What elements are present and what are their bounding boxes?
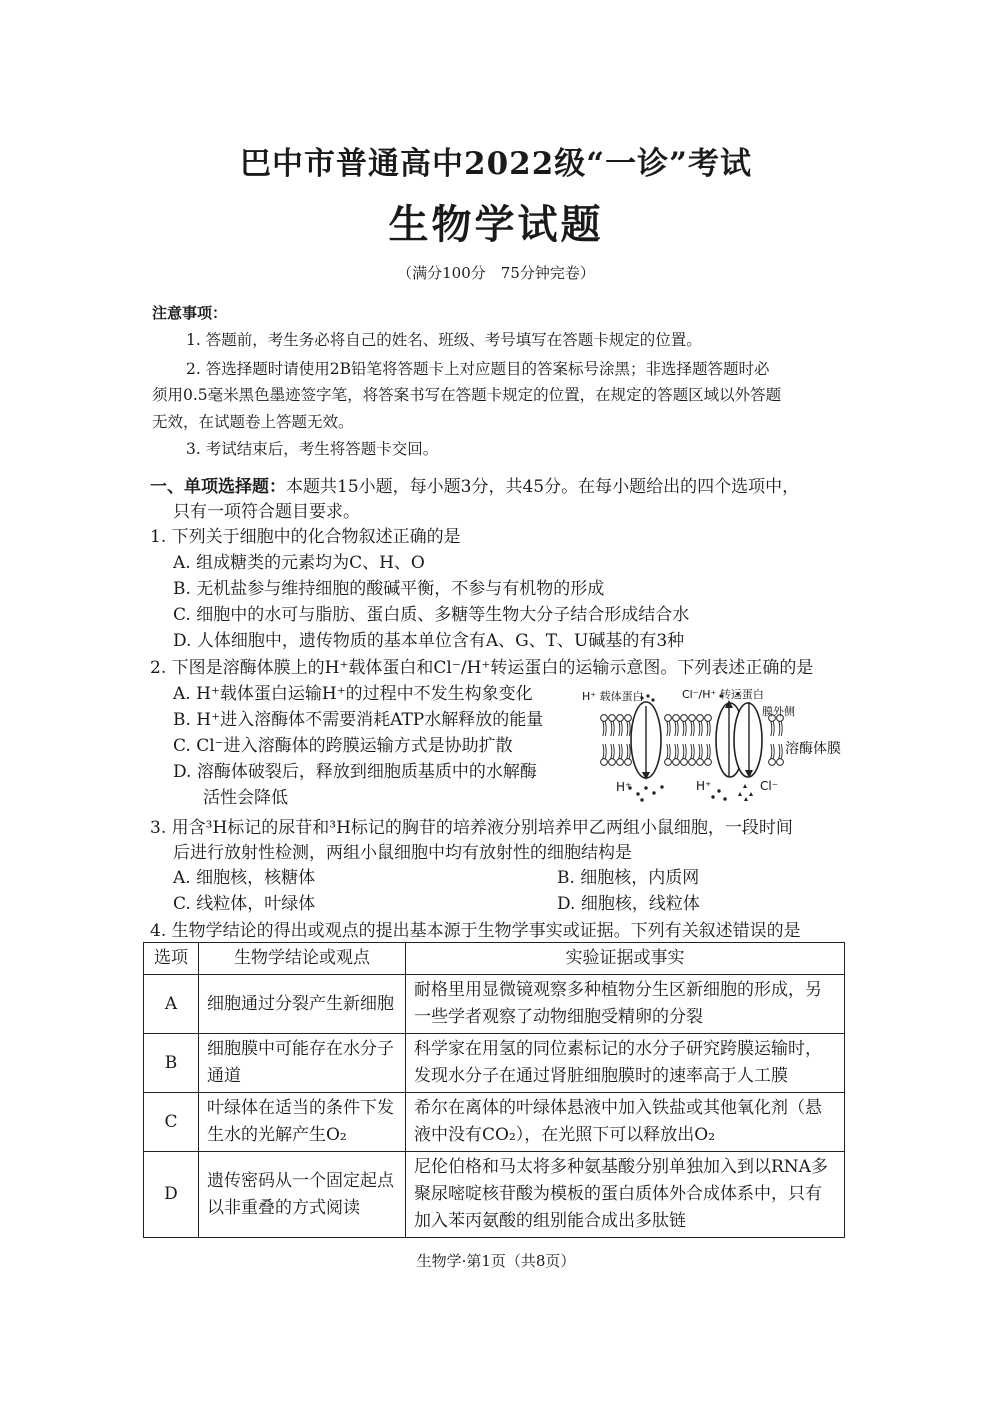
lipid-tail bbox=[691, 721, 692, 736]
lipid-head bbox=[617, 759, 624, 766]
evidence-line: 发现水分子在通过肾脏细胞膜时的速率高于人工膜 bbox=[414, 1066, 788, 1086]
row-evidence bbox=[406, 1152, 845, 1238]
table-row bbox=[144, 1152, 845, 1238]
lipid-head bbox=[673, 759, 680, 766]
lipid-head bbox=[705, 715, 712, 722]
exam-subtitle: 生物学试题 bbox=[388, 201, 604, 248]
lipid-tail bbox=[685, 744, 686, 759]
lipid-tail bbox=[675, 721, 676, 736]
evidence-line: 加入苯丙氨酸的组别能合成出多肽链 bbox=[414, 1211, 686, 1231]
lipid-tail bbox=[707, 721, 708, 736]
lipid-tail bbox=[781, 721, 782, 736]
lipid-tail bbox=[677, 721, 678, 736]
lipid-tail bbox=[667, 744, 668, 759]
lipid-tail bbox=[611, 721, 612, 736]
notes-item-2-line-2: 须用0.5毫米黑色墨迹签字笔，将答案书写在答题卡规定的位置，在规定的答题区域以外答题 bbox=[152, 386, 782, 404]
q2-option-d-line-2: 活性会降低 bbox=[203, 788, 288, 808]
lipid-head bbox=[697, 715, 704, 722]
lipid-tail bbox=[779, 721, 780, 736]
row-conclusion bbox=[199, 975, 406, 1034]
lipid-head bbox=[689, 715, 696, 722]
lipid-head bbox=[673, 715, 680, 722]
conclusion-line: 细胞通过分裂产生新细胞 bbox=[207, 993, 394, 1014]
evidence-line: 希尔在离体的叶绿体悬液中加入铁盐或其他氧化剂（悬 bbox=[414, 1098, 822, 1118]
lipid-tail bbox=[613, 721, 614, 736]
lipid-head bbox=[625, 759, 632, 766]
h-carrier-protein bbox=[631, 694, 661, 780]
evidence-line: 耐格里用显微镜观察多种植物分生区新细胞的形成，另 bbox=[414, 980, 822, 1000]
section-1-line-2: 只有一项符合题目要求。 bbox=[173, 502, 360, 522]
conclusion-line: 生水的光解产生O₂ bbox=[207, 1125, 347, 1145]
section-1-desc: 本题共15小题，每小题3分，共45分。在每小题给出的四个选项中， bbox=[286, 477, 800, 497]
q1-option-b: B. 无机盐参与维持细胞的酸碱平衡，不参与有机物的形成 bbox=[173, 579, 605, 599]
lipid-tail bbox=[605, 721, 606, 736]
lipid-tail bbox=[603, 744, 604, 759]
lipid-tail bbox=[627, 721, 628, 736]
lipid-tail bbox=[621, 744, 622, 759]
lipid-head bbox=[681, 759, 688, 766]
label-carrier-protein: H⁺ 载体蛋白 bbox=[582, 690, 644, 703]
lipid-head bbox=[609, 759, 616, 766]
lipid-tail bbox=[675, 744, 676, 759]
lipid-tail bbox=[611, 744, 612, 759]
lipid-tail bbox=[699, 721, 700, 736]
score-info: （满分100分 75分钟完卷） bbox=[397, 264, 595, 282]
lipid-tail bbox=[771, 744, 772, 759]
section-1-label: 一、单项选择题： bbox=[150, 477, 286, 497]
lipid-head bbox=[769, 759, 776, 766]
conclusion-line: 通道 bbox=[207, 1066, 241, 1086]
header-evidence: 实验证据或事实 bbox=[406, 943, 845, 975]
exam-title: 巴中市普通高中2022级“一诊”考试 bbox=[240, 146, 752, 182]
lipid-head bbox=[777, 759, 784, 766]
lipid-tail bbox=[691, 744, 692, 759]
page-footer: 生物学·第1页（共8页） bbox=[416, 1252, 576, 1270]
evidence-line: 聚尿嘧啶核苷酸为模板的蛋白质体外合成体系中，只有 bbox=[414, 1184, 822, 1204]
lipid-head bbox=[665, 715, 672, 722]
lipid-tail bbox=[603, 721, 604, 736]
row-conclusion bbox=[199, 1093, 406, 1152]
lipid-tail bbox=[621, 721, 622, 736]
row-evidence bbox=[406, 975, 845, 1034]
lipid-tail bbox=[709, 744, 710, 759]
q4-table bbox=[143, 942, 845, 1238]
lipid-tail bbox=[781, 744, 782, 759]
q2-option-b: B. H⁺进入溶酶体不需要消耗ATP水解释放的能量 bbox=[173, 710, 544, 730]
lipid-tail bbox=[667, 721, 668, 736]
lipid-head bbox=[665, 759, 672, 766]
label-h-right: H⁺ bbox=[696, 779, 712, 793]
lipid-tail bbox=[627, 744, 628, 759]
row-option: C bbox=[144, 1093, 199, 1152]
lipid-head bbox=[697, 759, 704, 766]
label-lysosome-membrane: 溶酶体膜 bbox=[785, 741, 841, 757]
row-option: A bbox=[144, 975, 199, 1034]
lipid-tail bbox=[699, 744, 700, 759]
notes-heading: 注意事项： bbox=[152, 304, 228, 322]
lysosome-membrane-figure bbox=[578, 684, 853, 806]
table-row bbox=[144, 1034, 845, 1093]
conclusion-line: 叶绿体在适当的条件下发 bbox=[207, 1098, 394, 1118]
section-1-line-1 bbox=[150, 474, 799, 500]
lipid-tail bbox=[693, 744, 694, 759]
table-row bbox=[144, 1093, 845, 1152]
conclusion-line: 细胞膜中可能存在水分子 bbox=[207, 1039, 394, 1059]
row-conclusion bbox=[199, 1034, 406, 1093]
lipid-tail bbox=[629, 721, 630, 736]
lipid-tail bbox=[677, 744, 678, 759]
label-h-left: H⁺ bbox=[616, 780, 632, 794]
row-evidence bbox=[406, 1034, 845, 1093]
header-option: 选项 bbox=[144, 943, 199, 975]
notes-item-2-line-3: 无效，在试题卷上答题无效。 bbox=[152, 413, 354, 431]
lipid-tail bbox=[613, 744, 614, 759]
conclusion-line: 遗传密码从一个固定起点 bbox=[207, 1170, 394, 1191]
q3-option-b: B. 细胞核，内质网 bbox=[557, 868, 700, 888]
lipid-tail bbox=[683, 721, 684, 736]
evidence-line: 科学家在用氢的同位素标记的水分子研究跨膜运输时， bbox=[414, 1039, 822, 1059]
q2-option-d-line-1: D. 溶酶体破裂后，释放到细胞质基质中的水解酶 bbox=[173, 762, 537, 782]
lipid-tail bbox=[701, 721, 702, 736]
notes-item-1: 1. 答题前，考生务必将自己的姓名、班级、考号填写在答题卡规定的位置。 bbox=[186, 331, 702, 349]
lipid-tail bbox=[685, 721, 686, 736]
q1-option-d: D. 人体细胞中，遗传物质的基本单位含有A、G、T、U碱基的有3种 bbox=[173, 631, 685, 651]
lipid-head bbox=[681, 715, 688, 722]
lipid-head bbox=[689, 759, 696, 766]
lipid-head bbox=[617, 715, 624, 722]
row-option: B bbox=[144, 1034, 199, 1093]
lipid-tail bbox=[773, 721, 774, 736]
lipid-tail bbox=[771, 721, 772, 736]
q1-option-a: A. 组成糖类的元素均为C、H、O bbox=[173, 553, 425, 573]
q3-option-d: D. 细胞核，线粒体 bbox=[557, 894, 700, 914]
q2-stem: 2. 下图是溶酶体膜上的H⁺载体蛋白和Cl⁻/H⁺转运蛋白的运输示意图。下列表述正确的是 bbox=[150, 658, 814, 678]
q3-stem-line-2: 后进行放射性检测，两组小鼠细胞中均有放射性的细胞结构是 bbox=[173, 843, 632, 863]
notes-item-3: 3. 考试结束后，考生将答题卡交回。 bbox=[186, 440, 439, 458]
q3-option-a: A. 细胞核，核糖体 bbox=[173, 868, 316, 888]
lipid-head bbox=[609, 715, 616, 722]
evidence-line: 一些学者观察了动物细胞受精卵的分裂 bbox=[414, 1007, 703, 1027]
lipid-head bbox=[705, 759, 712, 766]
lipid-head bbox=[601, 715, 608, 722]
lipid-tail bbox=[779, 744, 780, 759]
q3-option-c: C. 线粒体，叶绿体 bbox=[173, 894, 316, 914]
lipid-tail bbox=[701, 744, 702, 759]
lipid-head bbox=[601, 759, 608, 766]
cl-h-transporter-protein bbox=[716, 692, 762, 778]
evidence-line: 液中没有CO₂），在光照下可以释放出O₂ bbox=[414, 1125, 716, 1145]
header-conclusion: 生物学结论或观点 bbox=[199, 943, 406, 975]
row-conclusion bbox=[199, 1152, 406, 1238]
lipid-tail bbox=[605, 744, 606, 759]
evidence-line: 尼伦伯格和马太将多种氨基酸分别单独加入到以RNA多 bbox=[414, 1157, 828, 1177]
row-evidence bbox=[406, 1093, 845, 1152]
lipid-tail bbox=[773, 744, 774, 759]
conclusion-line: 以非重叠的方式阅读 bbox=[207, 1197, 360, 1218]
lipid-tail bbox=[709, 721, 710, 736]
q1-stem: 1. 下列关于细胞中的化合物叙述正确的是 bbox=[150, 527, 461, 547]
q1-option-c: C. 细胞中的水可与脂肪、蛋白质、多糖等生物大分子结合形成结合水 bbox=[173, 605, 690, 625]
lipid-tail bbox=[629, 744, 630, 759]
label-transporter-protein: Cl⁻/H⁺ 转运蛋白 bbox=[682, 688, 764, 701]
q2-option-a: A. H⁺载体蛋白运输H⁺的过程中不发生构象变化 bbox=[173, 684, 533, 704]
label-outside: 膜外侧 bbox=[762, 705, 795, 718]
notes-item-2-line-1: 2. 答选择题时请使用2B铅笔将答题卡上对应题目的答案标号涂黑；非选择题答题时必 bbox=[186, 360, 770, 378]
q2-option-c: C. Cl⁻进入溶酶体的跨膜运输方式是协助扩散 bbox=[173, 736, 513, 756]
molecule-dots bbox=[628, 784, 753, 802]
row-option: D bbox=[144, 1152, 199, 1238]
lipid-tail bbox=[619, 744, 620, 759]
lipid-tail bbox=[683, 744, 684, 759]
q4-stem: 4. 生物学结论的得出或观点的提出基本源于生物学事实或证据。下列有关叙述错误的是 bbox=[150, 921, 801, 941]
table-header-row bbox=[144, 943, 845, 975]
lipid-tail bbox=[693, 721, 694, 736]
lipid-head bbox=[625, 715, 632, 722]
q3-stem-line-1: 3. 用含³H标记的尿苷和³H标记的胸苷的培养液分别培养甲乙两组小鼠细胞，一段时间 bbox=[150, 818, 793, 838]
lipid-tail bbox=[619, 721, 620, 736]
table-row bbox=[144, 975, 845, 1034]
lipid-tail bbox=[669, 721, 670, 736]
label-cl: Cl⁻ bbox=[760, 779, 779, 793]
lipid-tail bbox=[707, 744, 708, 759]
lipid-tail bbox=[669, 744, 670, 759]
